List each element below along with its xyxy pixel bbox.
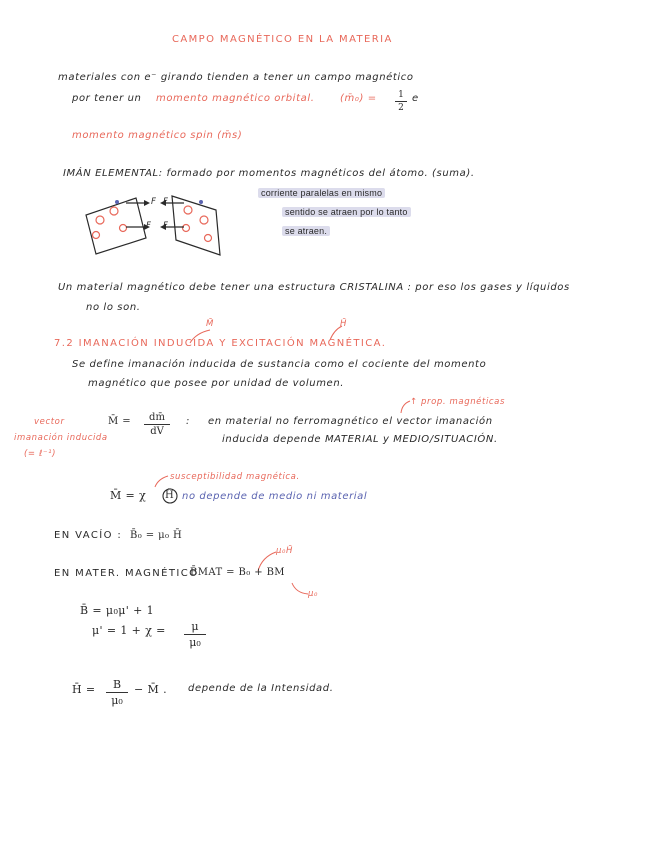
left-moment-circle-1 bbox=[110, 207, 118, 215]
right-loop-shape bbox=[172, 196, 220, 255]
force-label-2: F bbox=[146, 221, 152, 231]
b-over-mu0-fraction bbox=[106, 678, 128, 707]
right-moment-circle-2 bbox=[200, 216, 208, 224]
half-numerator: 1 bbox=[398, 90, 404, 100]
h-equation-rest: − M̄ . bbox=[134, 683, 167, 696]
m-equation-colon: : bbox=[186, 416, 190, 427]
left-moment-circle-4 bbox=[120, 225, 127, 232]
section-h-label: H̄ bbox=[340, 319, 347, 329]
mu-over-mu0-fraction bbox=[184, 620, 206, 649]
vacio-equation: B̄₀ = μ₀ H̄ bbox=[130, 530, 183, 541]
left-moment-circle-3 bbox=[93, 232, 100, 239]
ferro-text-line-2: inducida depende MATERIAL y MEDIO/SITUACIÓN. bbox=[222, 434, 498, 445]
b-relation: B̄ = μ₀μ' + 1 bbox=[80, 604, 155, 617]
right-moment-circle-4 bbox=[205, 235, 212, 242]
mater-magnetico-label: EN MATER. MAGNÉTICO bbox=[54, 568, 199, 579]
prop-magneticas-note: ↑ prop. magnéticas bbox=[410, 397, 506, 407]
mu0-note: μ₀ bbox=[308, 589, 319, 599]
orbital-moment-formula: (m̄₀) = bbox=[340, 93, 377, 104]
dm-dv-fraction bbox=[144, 412, 170, 437]
definition-line-1: Se define imanación inducida de sustancia como el cociente del momento bbox=[72, 359, 487, 370]
diagram-note-1: corriente paralelas en mismo bbox=[258, 188, 385, 198]
section-m-label: M̄ bbox=[206, 319, 214, 329]
current-dot-1 bbox=[115, 200, 119, 204]
b-mat-equation: B̄MAT = B₀ + BM bbox=[190, 567, 285, 578]
orbital-moment-label: momento magnético orbital. bbox=[156, 93, 315, 104]
force-arrowhead-1 bbox=[144, 200, 150, 206]
m-equation-lhs: M̄ = bbox=[108, 416, 131, 427]
left-loop-shape bbox=[86, 198, 146, 254]
right-moment-circle-1 bbox=[184, 206, 192, 214]
dm-numerator: dm̄ bbox=[149, 412, 165, 423]
h-equation-lhs: H̄ = bbox=[72, 683, 96, 696]
cristalina-line-2: no lo son. bbox=[86, 302, 141, 313]
force-label-4: F bbox=[163, 221, 169, 231]
ferro-text-line-1: en material no ferromagnético el vector imanación bbox=[208, 416, 493, 427]
prop-curve-arrow bbox=[401, 401, 410, 413]
section-heading: 7.2 IMANACIÓN INDUCIDA Y EXCITACIÓN MAGNÉTICA. bbox=[54, 338, 387, 349]
mu0-curve-arrow bbox=[292, 583, 308, 594]
m-chi-equation: M̄ = χ bbox=[110, 489, 147, 502]
intro-line-2-prefix: por tener un bbox=[72, 93, 142, 104]
diagram-note-3: se atraen. bbox=[282, 226, 330, 236]
mu0-denominator: μ₀ bbox=[189, 636, 201, 649]
suscep-curve-arrow bbox=[155, 476, 168, 487]
susceptibilidad-note: susceptibilidad magnética. bbox=[170, 472, 300, 482]
mu-numerator: μ bbox=[191, 620, 199, 633]
intro-line-1: materiales con e⁻ girando tienden a tener un campo magnético bbox=[58, 72, 414, 83]
right-moment-circle-3 bbox=[183, 225, 190, 232]
left-moment-circle-2 bbox=[96, 216, 104, 224]
side-note-imanacion: imanación inducida bbox=[14, 433, 108, 443]
b-numerator: B bbox=[112, 678, 122, 691]
cristalina-line-1: Un material magnético debe tener una estructura CRISTALINA : por eso los gases y líquidos bbox=[58, 282, 570, 293]
side-note-vector: vector bbox=[34, 417, 65, 427]
page-title: CAMPO MAGNÉTICO EN LA MATERIA bbox=[172, 34, 393, 45]
side-note-units: (= ℓ⁻¹) bbox=[24, 449, 57, 459]
electron-charge: e bbox=[412, 93, 419, 104]
spin-moment-label: momento magnético spin (m̄s) bbox=[72, 130, 243, 141]
intensidad-note: depende de la Intensidad. bbox=[188, 683, 334, 694]
no-depende-note: no depende de medio ni material bbox=[182, 491, 368, 502]
mu0-final-denominator: μ₀ bbox=[111, 694, 123, 707]
half-denominator: 2 bbox=[398, 103, 404, 113]
iman-elemental-line: IMÁN ELEMENTAL: formado por momentos magnéticos del átomo. (suma). bbox=[63, 168, 475, 179]
mu-prime-relation: μ' = 1 + χ = bbox=[92, 624, 166, 637]
diagram-note-2: sentido se atraen por lo tanto bbox=[282, 207, 411, 217]
force-label-1: F bbox=[151, 197, 157, 207]
vacio-label: EN VACÍO : bbox=[54, 530, 123, 541]
m-chi-h: H̄ bbox=[165, 490, 175, 501]
force-label-3: F bbox=[163, 197, 169, 207]
current-dot-2 bbox=[199, 200, 203, 204]
definition-line-2: magnético que posee por unidad de volumen. bbox=[88, 378, 345, 389]
dv-denominator: dV bbox=[150, 426, 164, 437]
mu0h-note: μ₀H̄ bbox=[276, 546, 294, 556]
